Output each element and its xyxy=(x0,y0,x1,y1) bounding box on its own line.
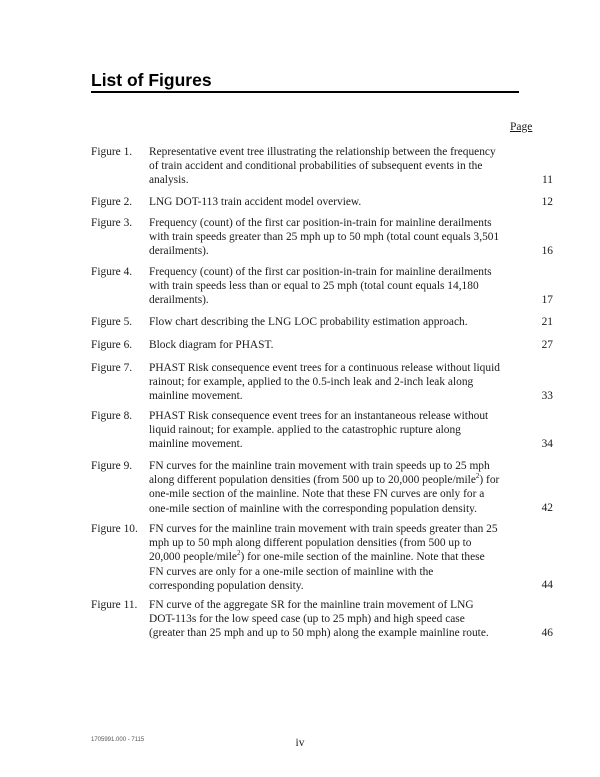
figure-page-number: 17 xyxy=(541,293,553,306)
figure-caption: FN curves for the mainline train movement with train speeds greater than 25 mph up to 50 mph along different population densities (from 500 up to 20,000 people/mile$^2$) for one-mile section of the mainline. Note that these FN curves are only for a one-mile section of mainline with the corresponding population density. xyxy=(149,523,498,592)
figure-caption: LNG DOT-113 train accident model overview. xyxy=(149,196,362,208)
figure-caption: Frequency (count) of the first car position-in-train for mainline derailments with train speeds greater than 25 mph up to 50 mph (total count equals 3,501 derailments). xyxy=(149,217,500,258)
figure-page-number: 42 xyxy=(541,501,553,514)
figure-label: Figure 2. xyxy=(91,196,133,208)
figure-page-number: 33 xyxy=(541,389,553,402)
page-number: iv xyxy=(295,737,305,749)
figure-entry[interactable] xyxy=(91,522,553,592)
figure-label: Figure 1. xyxy=(91,146,133,158)
figure-entry[interactable] xyxy=(91,145,553,187)
figure-caption: Representative event tree illustrating the relationship between the frequency of train accident and conditional probabilities of subsequent events in the analysis. xyxy=(149,146,496,187)
figure-entry[interactable] xyxy=(91,361,553,403)
page-column-header: Page xyxy=(510,121,533,133)
figure-entry[interactable] xyxy=(91,195,553,209)
figure-caption: FN curves for the mainline train movement with train speeds up to 25 mph along different population densities (from 500 up to 20,000 people/mile$^2$) for one-mile section of the mainline. Note that these FN curves are only for a one-mile section of mainline with the corresponding population density. xyxy=(149,460,500,515)
figure-caption: PHAST Risk consequence event trees for an instantaneous release without liquid rainout; for example. applied to the catastrophic rupture along mainline movement. xyxy=(149,410,489,451)
figure-label: Figure 7. xyxy=(91,362,133,374)
document-id: 1705991.000 - 7115 xyxy=(91,737,145,743)
page-title: List of Figures xyxy=(91,70,212,90)
figure-label: Figure 4. xyxy=(91,266,133,278)
figure-page-number: 46 xyxy=(541,626,553,639)
figure-entry[interactable] xyxy=(91,598,553,640)
figure-caption: Frequency (count) of the first car position-in-train for mainline derailments with train speeds less than or equal to 25 mph (total count equals 14,180 derailments). xyxy=(149,266,492,307)
figure-page-number: 16 xyxy=(541,244,553,257)
figure-page-number: 27 xyxy=(541,338,553,351)
figure-caption: Flow chart describing the LNG LOC probability estimation approach. xyxy=(149,316,468,328)
figure-entry[interactable] xyxy=(91,409,553,451)
figure-entry[interactable] xyxy=(91,265,553,307)
figure-caption: PHAST Risk consequence event trees for a continuous release without liquid rainout; for example, applied to the 0.5-inch leak and 2-inch leak along mainline movement. xyxy=(149,362,500,403)
figure-page-number: 34 xyxy=(541,437,553,450)
figure-label: Figure 8. xyxy=(91,410,133,422)
figure-page-number: 21 xyxy=(541,315,553,328)
figure-label: Figure 3. xyxy=(91,217,133,229)
figure-caption: Block diagram for PHAST. xyxy=(149,339,274,351)
figure-label: Figure 10. xyxy=(91,523,138,535)
figure-label: Figure 5. xyxy=(91,316,133,328)
figure-label: Figure 6. xyxy=(91,339,133,351)
figure-caption: FN curve of the aggregate SR for the mainline train movement of LNG DOT-113s for the low speed case (up to 25 mph) and high speed case (greater than 25 mph and up to 50 mph) along the example mainline route. xyxy=(149,599,489,640)
figure-entry[interactable] xyxy=(91,315,553,329)
figure-entry[interactable] xyxy=(91,459,553,515)
figure-label: Figure 11. xyxy=(91,599,138,611)
title-rule xyxy=(91,91,519,93)
figure-label: Figure 9. xyxy=(91,460,133,472)
figure-entry[interactable] xyxy=(91,216,553,258)
figure-page-number: 44 xyxy=(541,578,553,591)
figure-page-number: 12 xyxy=(541,195,553,208)
figure-page-number: 11 xyxy=(542,173,553,186)
figure-entry[interactable] xyxy=(91,338,553,352)
